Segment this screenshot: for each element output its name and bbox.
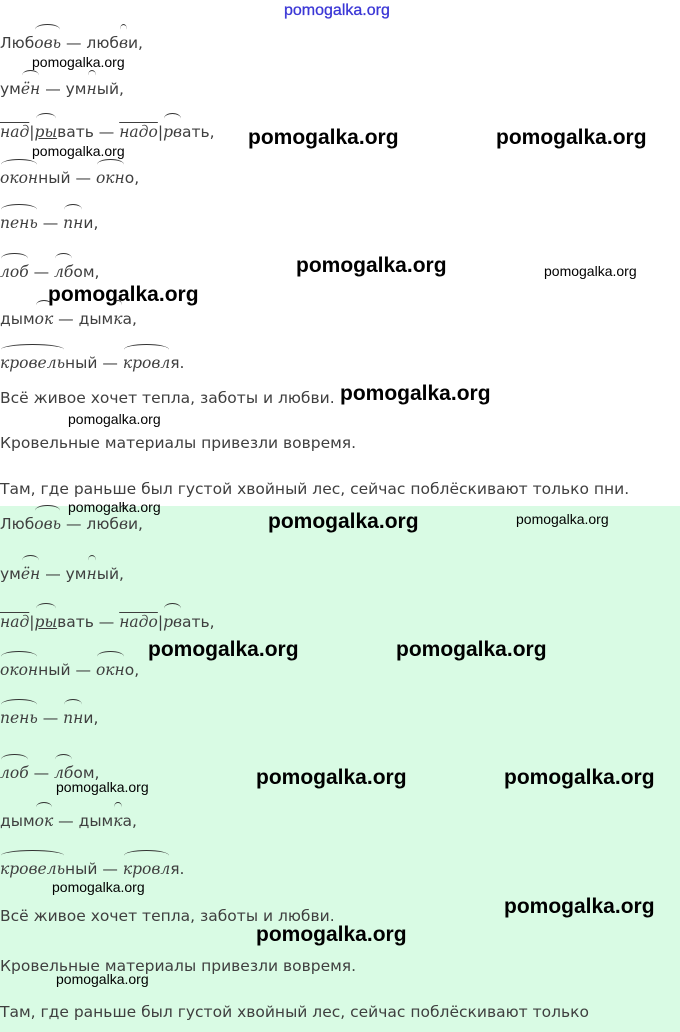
watermark-text: pomogalka.org: [68, 499, 161, 515]
watermark-text: pomogalka.org: [516, 511, 609, 527]
word-line-1: Любовь — любви,: [0, 515, 143, 533]
word-line-2: умён — умный,: [0, 565, 124, 583]
watermark-text: pomogalka.org: [504, 895, 655, 918]
word-line-3: над|рывать — надо|рвать,: [0, 613, 215, 631]
watermark-text: pomogalka.org: [68, 411, 161, 427]
watermark-text: pomogalka.org: [268, 510, 419, 533]
word-line-1: Любовь — любви,: [0, 34, 143, 52]
sentence-2: Кровельные материалы привезли вовремя.: [0, 957, 357, 975]
watermark-text: pomogalka.org: [256, 766, 407, 789]
word-line-5: пень — пни,: [0, 709, 99, 727]
watermark-text: pomogalka.org: [396, 638, 547, 661]
word-line-4: оконный — окно,: [0, 661, 140, 679]
word-line-6: лоб — лбом,: [0, 263, 100, 281]
watermark-text: pomogalka.org: [32, 54, 125, 70]
word-line-4: оконный — окно,: [0, 169, 140, 187]
word-line-6: лоб — лбом,: [0, 764, 100, 782]
watermark-text: pomogalka.org: [56, 779, 149, 795]
watermark-text: pomogalka.org: [256, 923, 407, 946]
sentence-3: Там, где раньше был густой хвойный лес, сейчас поблёскивают только пни.: [0, 480, 630, 498]
site-header-watermark: pomogalka.org: [284, 2, 390, 19]
watermark-text: pomogalka.org: [32, 143, 125, 159]
word-line-7: дымок — дымка,: [0, 812, 137, 830]
watermark-text: pomogalka.org: [496, 126, 647, 149]
watermark-text: pomogalka.org: [56, 971, 149, 987]
word-line-3: над|рывать — надо|рвать,: [0, 123, 215, 141]
sentence-3: Там, где раньше был густой хвойный лес, сейчас поблёскивают только: [0, 1003, 589, 1021]
word-line-2: умён — умный,: [0, 80, 124, 98]
sentence-1: Всё живое хочет тепла, заботы и любви.: [0, 389, 335, 407]
watermark-text: pomogalka.org: [48, 283, 199, 306]
watermark-text: pomogalka.org: [52, 879, 145, 895]
word-line-7: дымок — дымка,: [0, 310, 137, 328]
watermark-text: pomogalka.org: [248, 126, 399, 149]
word-line-5: пень — пни,: [0, 214, 99, 232]
watermark-text: pomogalka.org: [296, 254, 447, 277]
sentence-1: Всё живое хочет тепла, заботы и любви.: [0, 907, 335, 925]
watermark-text: pomogalka.org: [504, 766, 655, 789]
watermark-text: pomogalka.org: [544, 263, 637, 279]
watermark-text: pomogalka.org: [148, 638, 299, 661]
watermark-text: pomogalka.org: [340, 382, 491, 405]
word-line-8: кровельный — кровля.: [0, 354, 185, 372]
sentence-2: Кровельные материалы привезли вовремя.: [0, 434, 357, 452]
word-line-8: кровельный — кровля.: [0, 860, 185, 878]
